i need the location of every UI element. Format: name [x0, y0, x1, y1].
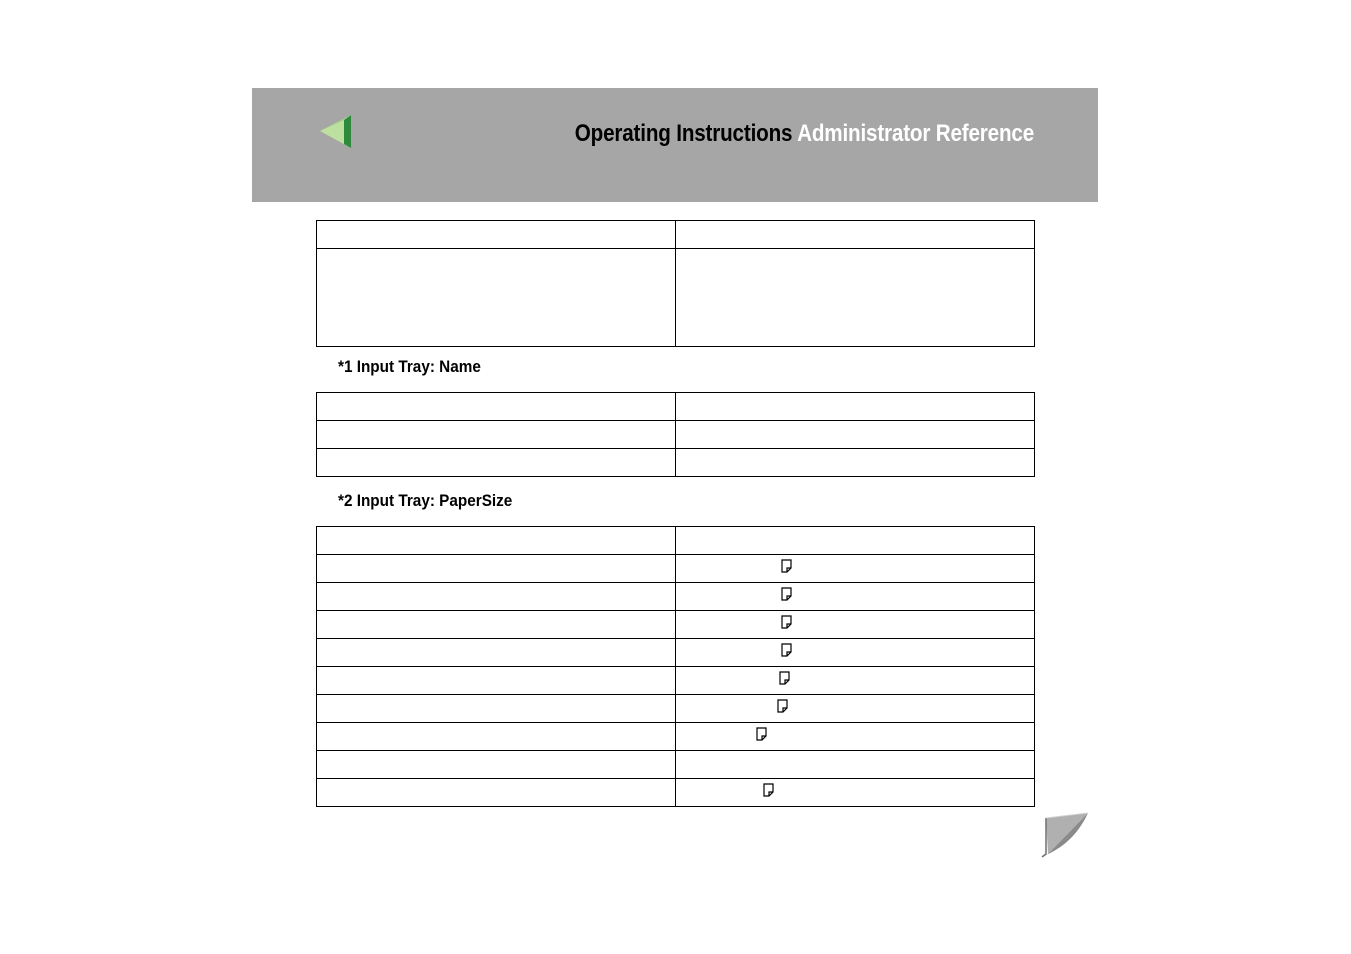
table-cell — [676, 249, 1035, 347]
table-row — [317, 449, 1035, 477]
table-row — [317, 751, 1035, 779]
table-row — [317, 555, 1035, 583]
table-cell — [676, 421, 1035, 449]
page-title — [575, 120, 1034, 148]
table-input-tray-name — [316, 392, 1035, 477]
table-row — [317, 667, 1035, 695]
table-cell — [317, 583, 676, 611]
table-cell — [317, 695, 676, 723]
table-cell — [317, 751, 676, 779]
table-row — [317, 393, 1035, 421]
table-cell — [676, 393, 1035, 421]
table-cell — [317, 555, 676, 583]
table-input-tray-1 — [316, 220, 1035, 347]
table-cell — [676, 723, 1035, 751]
table-cell — [676, 639, 1035, 667]
table-cell — [317, 639, 676, 667]
table-row — [317, 527, 1035, 555]
table-cell — [676, 527, 1035, 555]
paper-portrait-icon — [777, 699, 788, 713]
table-cell — [676, 555, 1035, 583]
table-cell — [676, 221, 1035, 249]
table-row — [317, 221, 1035, 249]
table-row — [317, 723, 1035, 751]
table-row — [317, 695, 1035, 723]
table-cell — [676, 611, 1035, 639]
paper-portrait-icon — [779, 671, 790, 685]
footnote-input-tray-papersize: *2 Input Tray: PaperSize — [338, 491, 513, 510]
table-input-tray-papersize — [316, 526, 1035, 807]
footnote-input-tray-name: *1 Input Tray: Name — [338, 357, 481, 376]
table-cell — [317, 527, 676, 555]
paper-portrait-icon — [756, 727, 767, 741]
title-secondary: Administrator Reference — [797, 120, 1034, 147]
table-row — [317, 779, 1035, 807]
table-cell — [676, 695, 1035, 723]
paper-portrait-icon — [781, 559, 792, 573]
table-cell — [317, 393, 676, 421]
table-row — [317, 639, 1035, 667]
table-cell — [317, 723, 676, 751]
table-cell — [676, 779, 1035, 807]
table-cell — [317, 449, 676, 477]
table-row — [317, 611, 1035, 639]
title-primary: Operating Instructions — [574, 120, 793, 147]
table-cell — [676, 583, 1035, 611]
paper-portrait-icon — [781, 643, 792, 657]
paper-portrait-icon — [781, 615, 792, 629]
table-cell — [317, 249, 676, 347]
table-cell — [317, 611, 676, 639]
table-row — [317, 249, 1035, 347]
page-curl-icon — [1042, 813, 1088, 857]
previous-page-button[interactable] — [318, 113, 354, 151]
table-cell — [317, 667, 676, 695]
table-cell — [317, 779, 676, 807]
table-cell — [676, 449, 1035, 477]
next-page-button[interactable] — [1040, 812, 1088, 858]
paper-portrait-icon — [781, 587, 792, 601]
table-row — [317, 421, 1035, 449]
table-cell — [317, 221, 676, 249]
table-cell — [317, 421, 676, 449]
table-row — [317, 583, 1035, 611]
table-cell — [676, 667, 1035, 695]
paper-portrait-icon — [763, 783, 774, 797]
table-cell — [676, 751, 1035, 779]
